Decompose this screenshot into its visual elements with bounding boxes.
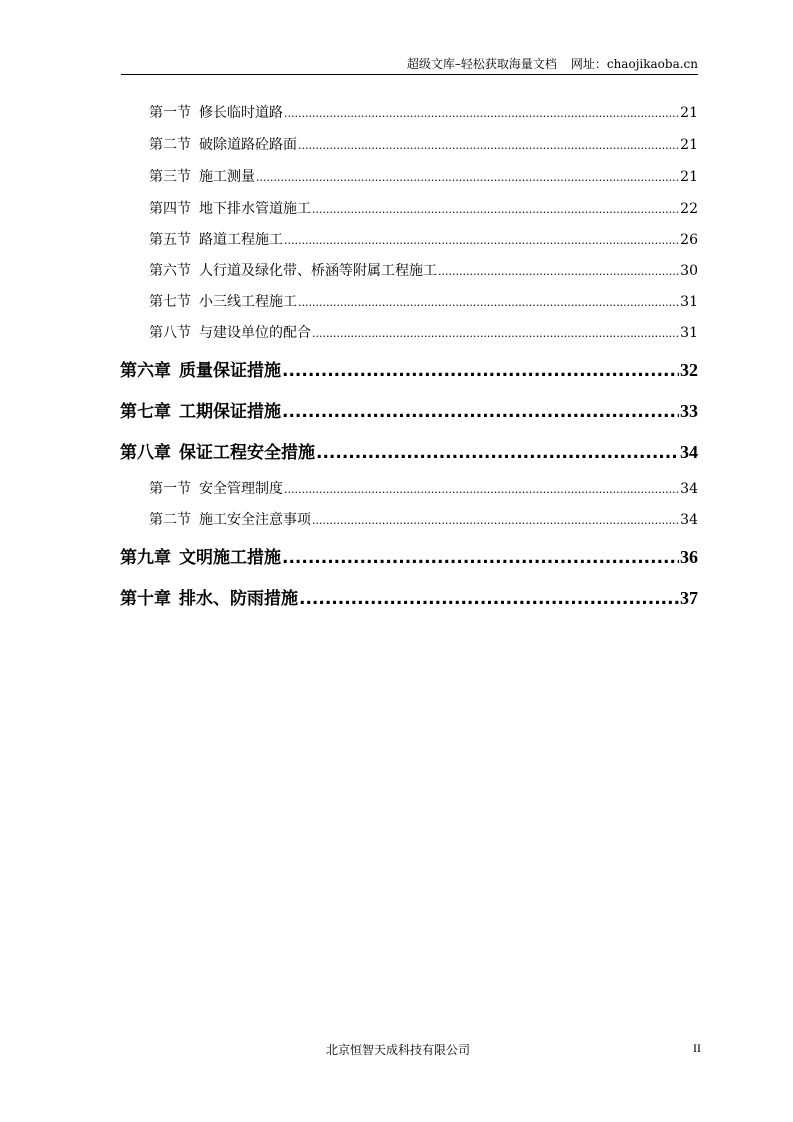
toc-entry-number: 第十章	[120, 589, 171, 609]
toc-entry-text: 排水、防雨措施	[179, 589, 298, 609]
dot-leader	[298, 294, 679, 310]
dot-leader	[316, 443, 679, 463]
toc-entry-number: 第五节	[149, 232, 191, 248]
toc-entry-title	[120, 356, 281, 381]
toc-entry-title	[149, 134, 297, 154]
toc-entry[interactable]	[149, 291, 698, 311]
toc-entry-text: 工期保证措施	[179, 402, 281, 422]
toc-entry[interactable]	[149, 134, 698, 154]
toc-entry-text: 破除道路砼路面	[199, 137, 297, 153]
dot-leader	[438, 263, 679, 279]
toc-entry-number: 第一节	[149, 481, 191, 497]
toc-entry-title	[149, 198, 311, 218]
dot-leader	[298, 137, 679, 153]
toc-entry-page: 21	[680, 137, 698, 153]
toc-entry[interactable]	[120, 438, 698, 462]
toc-entry-page: 34	[680, 481, 698, 497]
dot-leader	[256, 169, 679, 185]
toc-entry-text: 小三线工程施工	[199, 294, 297, 310]
toc-entry-number: 第七章	[120, 402, 171, 422]
toc-entry-page: 33	[680, 401, 698, 421]
toc-entry-number: 第四节	[149, 201, 191, 217]
toc-entry-text: 施工安全注意事项	[199, 512, 311, 528]
dot-leader	[284, 232, 679, 248]
toc-entry-text: 保证工程安全措施	[179, 443, 315, 463]
toc-entry-text: 路道工程施工	[199, 232, 283, 248]
dot-leader	[299, 589, 679, 609]
toc-entry-text: 文明施工措施	[179, 548, 281, 568]
toc-entry-page: 34	[680, 512, 698, 528]
toc-entry[interactable]	[149, 322, 698, 342]
toc-entry-number: 第八章	[120, 443, 171, 463]
footer-company: 北京恒智天成科技有限公司	[326, 1043, 471, 1057]
toc-entry-page: 30	[680, 263, 698, 279]
toc-entry-text: 修长临时道路	[199, 105, 283, 121]
toc-entry-page: 32	[680, 360, 698, 380]
toc-entry[interactable]	[149, 198, 698, 218]
toc-entry-page: 36	[680, 547, 698, 567]
toc-entry-number: 第二节	[149, 512, 191, 528]
dot-leader	[282, 548, 679, 568]
toc-entry-title	[120, 584, 298, 609]
toc-entry-page: 34	[680, 442, 698, 462]
toc-entry-number: 第三节	[149, 169, 191, 185]
toc-entry-number: 第六章	[120, 361, 171, 381]
page-header	[121, 55, 698, 75]
toc-entry-title	[149, 291, 297, 311]
toc-entry[interactable]	[149, 478, 698, 498]
toc-entry-title	[149, 166, 255, 186]
toc-entry-text: 地下排水管道施工	[199, 201, 311, 217]
toc-entry-text: 安全管理制度	[199, 481, 283, 497]
toc-entry-title	[149, 322, 311, 342]
toc-entry-title	[149, 229, 283, 249]
dot-leader	[284, 105, 679, 121]
header-library: 超级文库–轻松获取海量文档	[406, 57, 557, 71]
toc-entry-page: 21	[680, 105, 698, 121]
toc-entry-title	[149, 260, 437, 280]
toc-entry-title	[120, 543, 281, 568]
toc-entry-title	[149, 478, 283, 498]
toc-entry[interactable]	[149, 102, 698, 122]
toc-entry-page: 31	[680, 325, 698, 341]
toc-entry-title	[120, 438, 315, 463]
toc-entry-text: 与建设单位的配合	[199, 325, 311, 341]
toc-entry[interactable]	[120, 543, 698, 567]
toc-entry-number: 第一节	[149, 105, 191, 121]
toc-entry[interactable]	[149, 260, 698, 280]
toc-entry[interactable]	[149, 166, 698, 186]
toc-entry[interactable]	[120, 356, 698, 380]
toc-entry[interactable]	[120, 584, 698, 608]
dot-leader	[312, 512, 679, 528]
toc-entry[interactable]	[120, 397, 698, 421]
toc-entry-number: 第七节	[149, 294, 191, 310]
toc-entry-page: 37	[680, 588, 698, 608]
toc-entry-title	[120, 397, 281, 422]
toc-entry-number: 第二节	[149, 137, 191, 153]
toc-entry-number: 第九章	[120, 548, 171, 568]
header-url: 网址：chaojikaoba.cn	[570, 57, 698, 71]
dot-leader	[284, 481, 679, 497]
dot-leader	[282, 361, 679, 381]
toc-entry-page: 22	[680, 201, 698, 217]
toc-entry-page: 31	[680, 294, 698, 310]
toc-entry-title	[149, 102, 283, 122]
toc-entry-page: 21	[680, 169, 698, 185]
dot-leader	[282, 402, 679, 422]
toc-entry-number: 第八节	[149, 325, 191, 341]
toc-entry-text: 质量保证措施	[179, 361, 281, 381]
toc-entry-text: 施工测量	[199, 169, 255, 185]
toc-entry[interactable]	[149, 229, 698, 249]
footer-page-number: II	[693, 1041, 701, 1055]
toc-entry-title	[149, 509, 311, 529]
toc-entry-number: 第六节	[149, 263, 191, 279]
toc-entry-text: 人行道及绿化带、桥涵等附属工程施工	[199, 263, 437, 279]
dot-leader	[312, 201, 679, 217]
toc-entry[interactable]	[149, 509, 698, 529]
dot-leader	[312, 325, 679, 341]
toc-entry-page: 26	[680, 232, 698, 248]
